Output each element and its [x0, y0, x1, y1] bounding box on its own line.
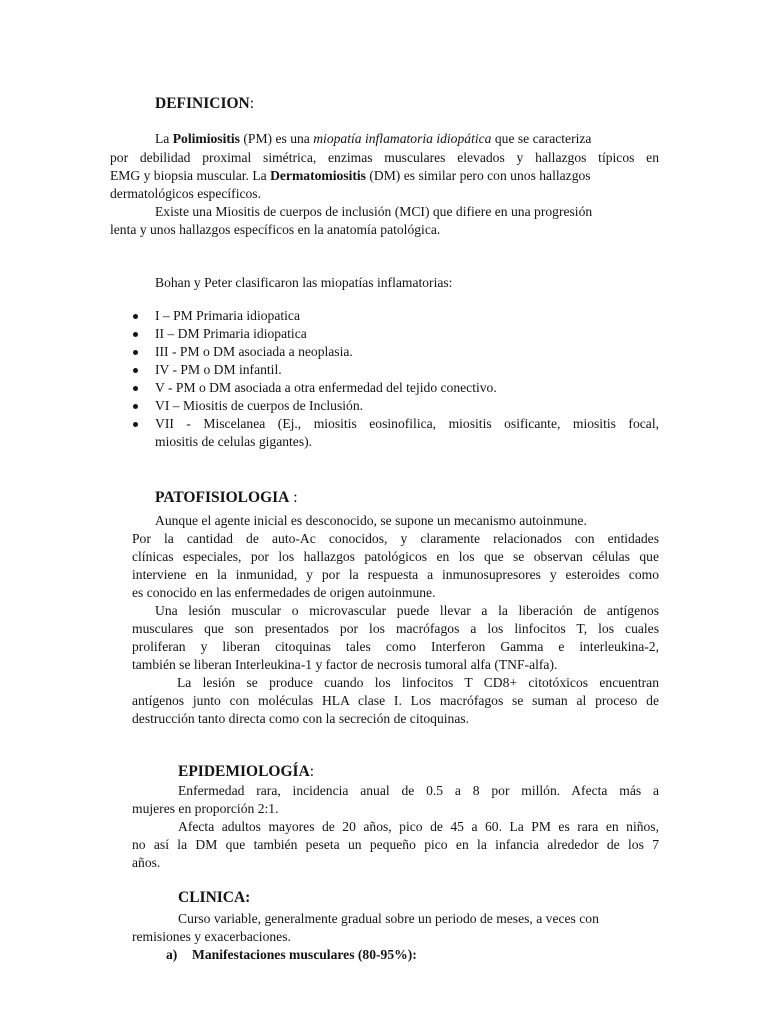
patofisiologia-p1-line3: clínicas especiales, por los hallazgos patológicos en los que se observan células que [132, 549, 659, 564]
patofisiologia-p2-line4: también se liberan Interleukina-1 y factor de necrosis tumoral alfa (TNF-alfa). [132, 657, 558, 672]
patofisiologia-p2-line1: Una lesión muscular o microvascular puede llevar a la liberación de antígenos [155, 603, 659, 618]
bullet-icon [133, 350, 138, 355]
list-item: VII - Miscelanea (Ej., miositis eosinofilica, miositis osificante, miositis focal, [155, 416, 659, 431]
patofisiologia-p2-line2: musculares que son presentados por los macrófagos a los linfocitos T, los cuales [132, 621, 659, 636]
heading-epidemiologia: EPIDEMIOLOGÍA: [178, 763, 315, 780]
bohan-intro: Bohan y Peter clasificaron las miopatías inflamatorias: [155, 275, 453, 290]
list-item: VI – Miositis de cuerpos de Inclusión. [155, 398, 364, 413]
definicion-p1-line4: dermatológicos específicos. [110, 186, 261, 201]
clinica-p1-line2: remisiones y exacerbaciones. [132, 929, 291, 944]
epidemiologia-p2-line1: Afecta adultos mayores de 20 años, pico de 45 a 60. La PM es rara en niños, [178, 819, 659, 834]
bullet-icon [133, 404, 138, 409]
heading-clinica: CLINICA: [178, 889, 251, 906]
list-item: IV - PM o DM infantil. [155, 362, 282, 377]
patofisiologia-p3-line3: destrucción tanto directa como con la secreción de citoquinas. [132, 711, 470, 726]
patofisiologia-p1-line2: Por la cantidad de auto-Ac conocidos, y claramente relacionados con entidades [132, 531, 659, 546]
clinica-subheading-marker: a) [166, 947, 178, 962]
epidemiologia-p2-line2: no así la DM que también peseta un pequeño pico en la infancia alrededor de los 7 [132, 837, 659, 852]
definicion-p1-line1: La Polimiositis (PM) es una miopatía inflamatoria idiopática que se caracteriza [155, 131, 592, 146]
list-item: V - PM o DM asociada a otra enfermedad del tejido conectivo. [155, 380, 497, 395]
patofisiologia-p3-line1: La lesión se produce cuando los linfocitos T CD8+ citotóxicos encuentran [177, 675, 659, 690]
epidemiologia-p1-line2: mujeres en proporción 2:1. [132, 801, 279, 816]
clinica-p1-line1: Curso variable, generalmente gradual sobre un periodo de meses, a veces con [178, 911, 599, 926]
epidemiologia-p1-line1: Enfermedad rara, incidencia anual de 0.5 a 8 por millón. Afecta más a [178, 783, 659, 798]
list-item: III - PM o DM asociada a neoplasia. [155, 344, 353, 359]
definicion-p1-line3: EMG y biopsia muscular. La Dermatomiositis (DM) es similar pero con unos hallazgos [110, 168, 591, 183]
heading-definicion: DEFINICION: [155, 95, 255, 112]
definicion-p2-line1: Existe una Miositis de cuerpos de inclusión (MCI) que difiere en una progresión [155, 204, 593, 219]
bullet-icon [133, 314, 138, 319]
definicion-p1-line2: por debilidad proximal simétrica, enzimas musculares elevados y hallazgos típicos en [110, 150, 659, 165]
clinica-subheading: Manifestaciones musculares (80-95%): [192, 947, 417, 962]
patofisiologia-p1-line4: interviene en la inmunidad, y por la respuesta a inmunosupresores y esteroides como [132, 567, 659, 582]
patofisiologia-p3-line2: antígenos junto con moléculas HLA clase I. Los macrófagos se suman al proceso de [132, 693, 659, 708]
bullet-icon [133, 368, 138, 373]
definicion-p2-line2: lenta y unos hallazgos específicos en la anatomía patológica. [110, 222, 441, 237]
patofisiologia-p1-line1: Aunque el agente inicial es desconocido, se supone un mecanismo autoinmune. [155, 513, 587, 528]
bullet-icon [133, 332, 138, 337]
patofisiologia-p1-line5: es conocido en las enfermedades de origen autoinmune. [132, 585, 436, 600]
heading-patofisiologia: PATOFISIOLOGIA : [155, 489, 298, 506]
epidemiologia-p2-line3: años. [132, 855, 161, 870]
list-item: II – DM Primaria idiopatica [155, 326, 307, 341]
list-item-continuation: miositis de celulas gigantes). [155, 434, 313, 449]
patofisiologia-p2-line3: proliferan y liberan citoquinas tales como Interferon Gamma e interleukina-2, [132, 639, 659, 654]
bullet-icon [133, 422, 138, 427]
list-item: I – PM Primaria idiopatica [155, 308, 300, 323]
bullet-icon [133, 386, 138, 391]
